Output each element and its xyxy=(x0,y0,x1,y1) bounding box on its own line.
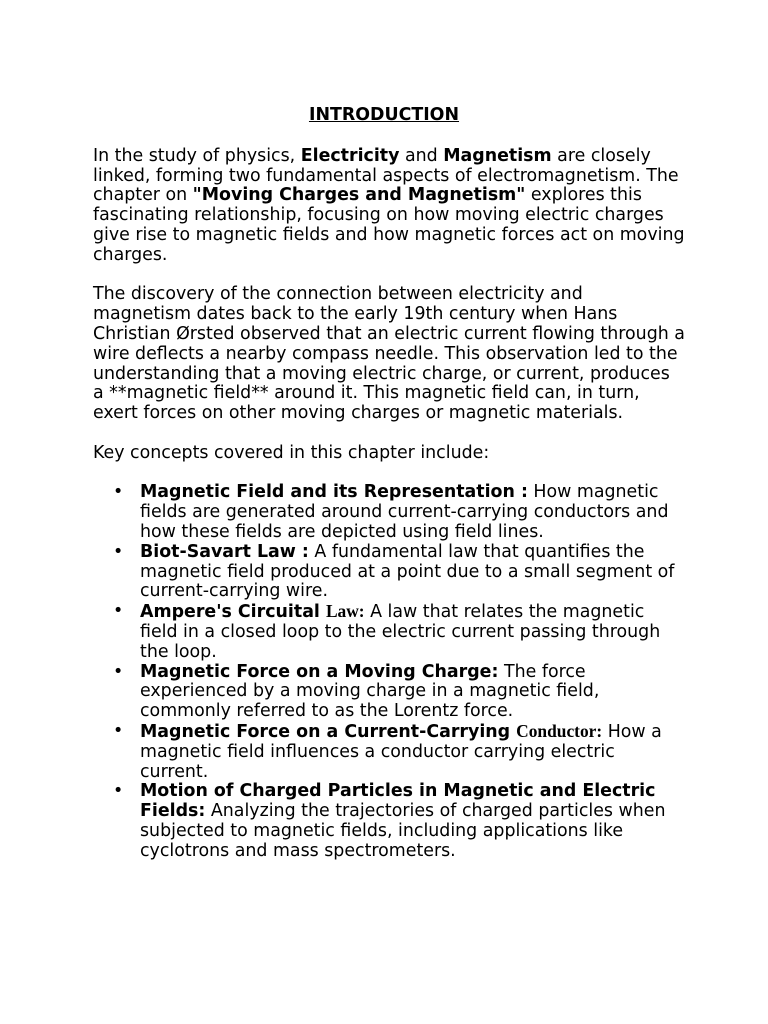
concept-description: How a magnetic field influences a conductor carrying electric current. xyxy=(140,721,662,782)
bullet-icon: • xyxy=(113,482,124,503)
list-item xyxy=(93,483,685,542)
concept-list xyxy=(93,483,685,861)
bullet-icon: • xyxy=(113,661,124,682)
intro-text-2: and xyxy=(399,145,444,166)
concept-term: Ampere's Circuital xyxy=(140,602,326,623)
intro-text-1: In the study of physics, xyxy=(93,145,301,166)
list-item xyxy=(93,663,685,722)
concept-description: A fundamental law that quantifies the magnetic field produced at a point due to a small segment of current-carrying wire. xyxy=(140,541,675,602)
key-concepts-heading: Key concepts covered in this chapter include: xyxy=(93,442,490,463)
concept-term: Motion of Charged Particles in Magnetic and Electric Fields: xyxy=(140,781,656,822)
document-page xyxy=(93,106,685,861)
page-title: INTRODUCTION xyxy=(308,105,460,125)
history-paragraph: The discovery of the connection between electricity and magnetism dates back to the early 19th century when Hans Christian Ørsted observed that an electric current flowing through a wire deflects a nearby compass needle. This observation led to the understanding that a moving electric charge, or current, produces a **magnetic field** around it. This magnetic field can, in turn, exert forces on other moving charges or magnetic materials. xyxy=(93,284,685,424)
concept-description: How magnetic fields are generated around current-carrying conductors and how these fields are depicted using field lines. xyxy=(140,482,669,542)
intro-bold-magnetism: Magnetism xyxy=(443,145,552,166)
bullet-icon: • xyxy=(113,781,124,802)
intro-paragraph xyxy=(93,147,685,266)
concept-term: Magnetic Force on a Current-Carrying xyxy=(140,721,517,742)
bullet-icon: • xyxy=(113,720,124,741)
concept-term: Magnetic Field and its Representation : xyxy=(140,482,528,503)
list-item xyxy=(93,782,685,861)
intro-text-3: are closely linked, forming two fundamental aspects of electromagnetism. The chapter on xyxy=(93,145,679,206)
concept-term: Biot-Savart Law : xyxy=(140,541,309,562)
list-item xyxy=(93,543,685,602)
list-item xyxy=(93,602,685,662)
concept-term-serif: Law: xyxy=(325,601,365,622)
bullet-icon: • xyxy=(113,601,124,622)
intro-bold-electricity: Electricity xyxy=(300,145,400,166)
list-item xyxy=(93,722,685,782)
concept-term: Magnetic Force on a Moving Charge: xyxy=(140,661,499,682)
intro-text-4: explores this fascinating relationship, focusing on how moving electric charges give rise to magnetic fields and how magnetic forces act on moving charges. xyxy=(93,185,685,265)
bullet-icon: • xyxy=(113,541,124,562)
intro-bold-chapter-title: "Moving Charges and Magnetism" xyxy=(192,185,526,206)
concept-term-serif: Conductor: xyxy=(516,720,603,741)
concept-description: A law that relates the magnetic field in a closed loop to the electric current passing through the loop. xyxy=(140,602,661,662)
concept-description: Analyzing the trajectories of charged particles when subjected to magnetic fields, including applications like cyclotrons and mass spectrometers. xyxy=(140,801,666,861)
concept-description: The force experienced by a moving charge in a magnetic field, commonly referred to as the Lorentz force. xyxy=(140,661,600,722)
